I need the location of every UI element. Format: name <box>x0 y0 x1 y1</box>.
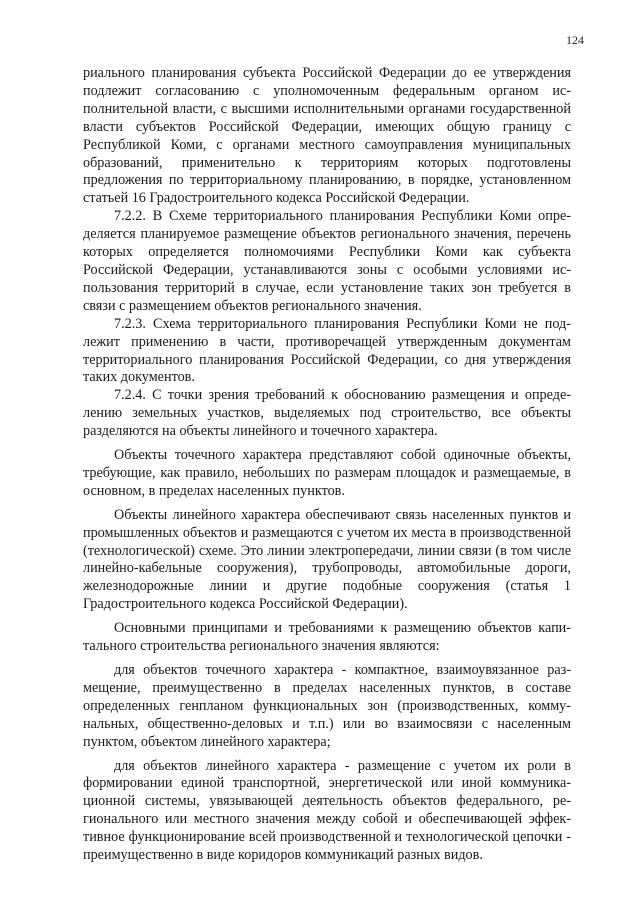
paragraph-linear-objects: Объекты линейного характера обеспечивают связь населенных пунктов и промышленных объектов и размещаются с учетом их места в производственной (технологической) схеме. Это линии электропередачи, линии связи (в том числе линейно-кабельные сооружения), трубопроводы, автомобильные дороги, железнодорожные линии и другие подобные сооружения (статья 1 Градостроительного кодекса Российской Федерации). <box>83 506 571 613</box>
paragraph-principles: Основными принципами и требованиями к размещению объектов капитального строительства регионального значения являются: <box>83 620 571 655</box>
paragraph-linear-placement: для объектов линейного характера - размещение с учетом их роли в формировании единой транспортной, энергетической или иной коммуникационной системы, увязывающей деятельность объектов федерального, регионального или местного значения между собой и обеспечивающей эффективное функционирование всей производственной и технологической цепочки - преимущественно в виде коридоров коммуникаций разных видов. <box>83 757 571 864</box>
paragraph-point-objects: Объекты точечного характера представляют собой одиночные объекты, требующие, как правило, небольших по размерам площадок и размещаемые, в основном, в пределах населенных пунктов. <box>83 447 571 499</box>
paragraph-continuation: риального планирования субъекта Российской Федерации до ее утверждения подлежит согласованию с уполномоченным федеральным органом исполнительной власти, с высшими исполнительными органами государственной власти субъектов Российской Федерации, имеющих общую границу с Республикой Коми, с органами местного самоуправления муниципальных образований, применительно к территориям которых подготовлены предложения по территориальному планированию, в порядке, установленном статьей 16 Градостроительного кодекса Российской Федерации. <box>83 65 571 207</box>
paragraph-7-2-3: 7.2.3. Схема территориального планирования Республики Коми не подлежит применению в части, противоречащей утвержденным документам территориального планирования Российской Федерации, со дня утверждения таких документов. <box>83 315 571 386</box>
paragraph-7-2-4: 7.2.4. С точки зрения требований к обоснованию размещения и определению земельных участков, выделяемых под строительство, все объекты разделяются на объекты линейного и точечного характера. <box>83 387 571 440</box>
paragraph-7-2-2: 7.2.2. В Схеме территориального планирования Республики Коми определяется планируемое размещение объектов регионального значения, перечень которых определяется полномочиями Республики Коми как субъекта Российской Федерации, устанавливаются зоны с особыми условиями использования территорий в случае, если установление таких зон требуется в связи с размещением объектов регионального значения. <box>83 208 571 314</box>
paragraph-point-placement: для объектов точечного характера - компактное, взаимоувязанное размещение, преимущественно в пределах населенных пунктов, в составе определенных генпланом функциональных зон (производственных, коммунальных, общественно-деловых и т.п.) или во взаимосвязи с населенным пунктом, объектом линейного характера; <box>83 662 571 750</box>
page-number: 124 <box>566 33 584 47</box>
document-body <box>83 65 571 865</box>
